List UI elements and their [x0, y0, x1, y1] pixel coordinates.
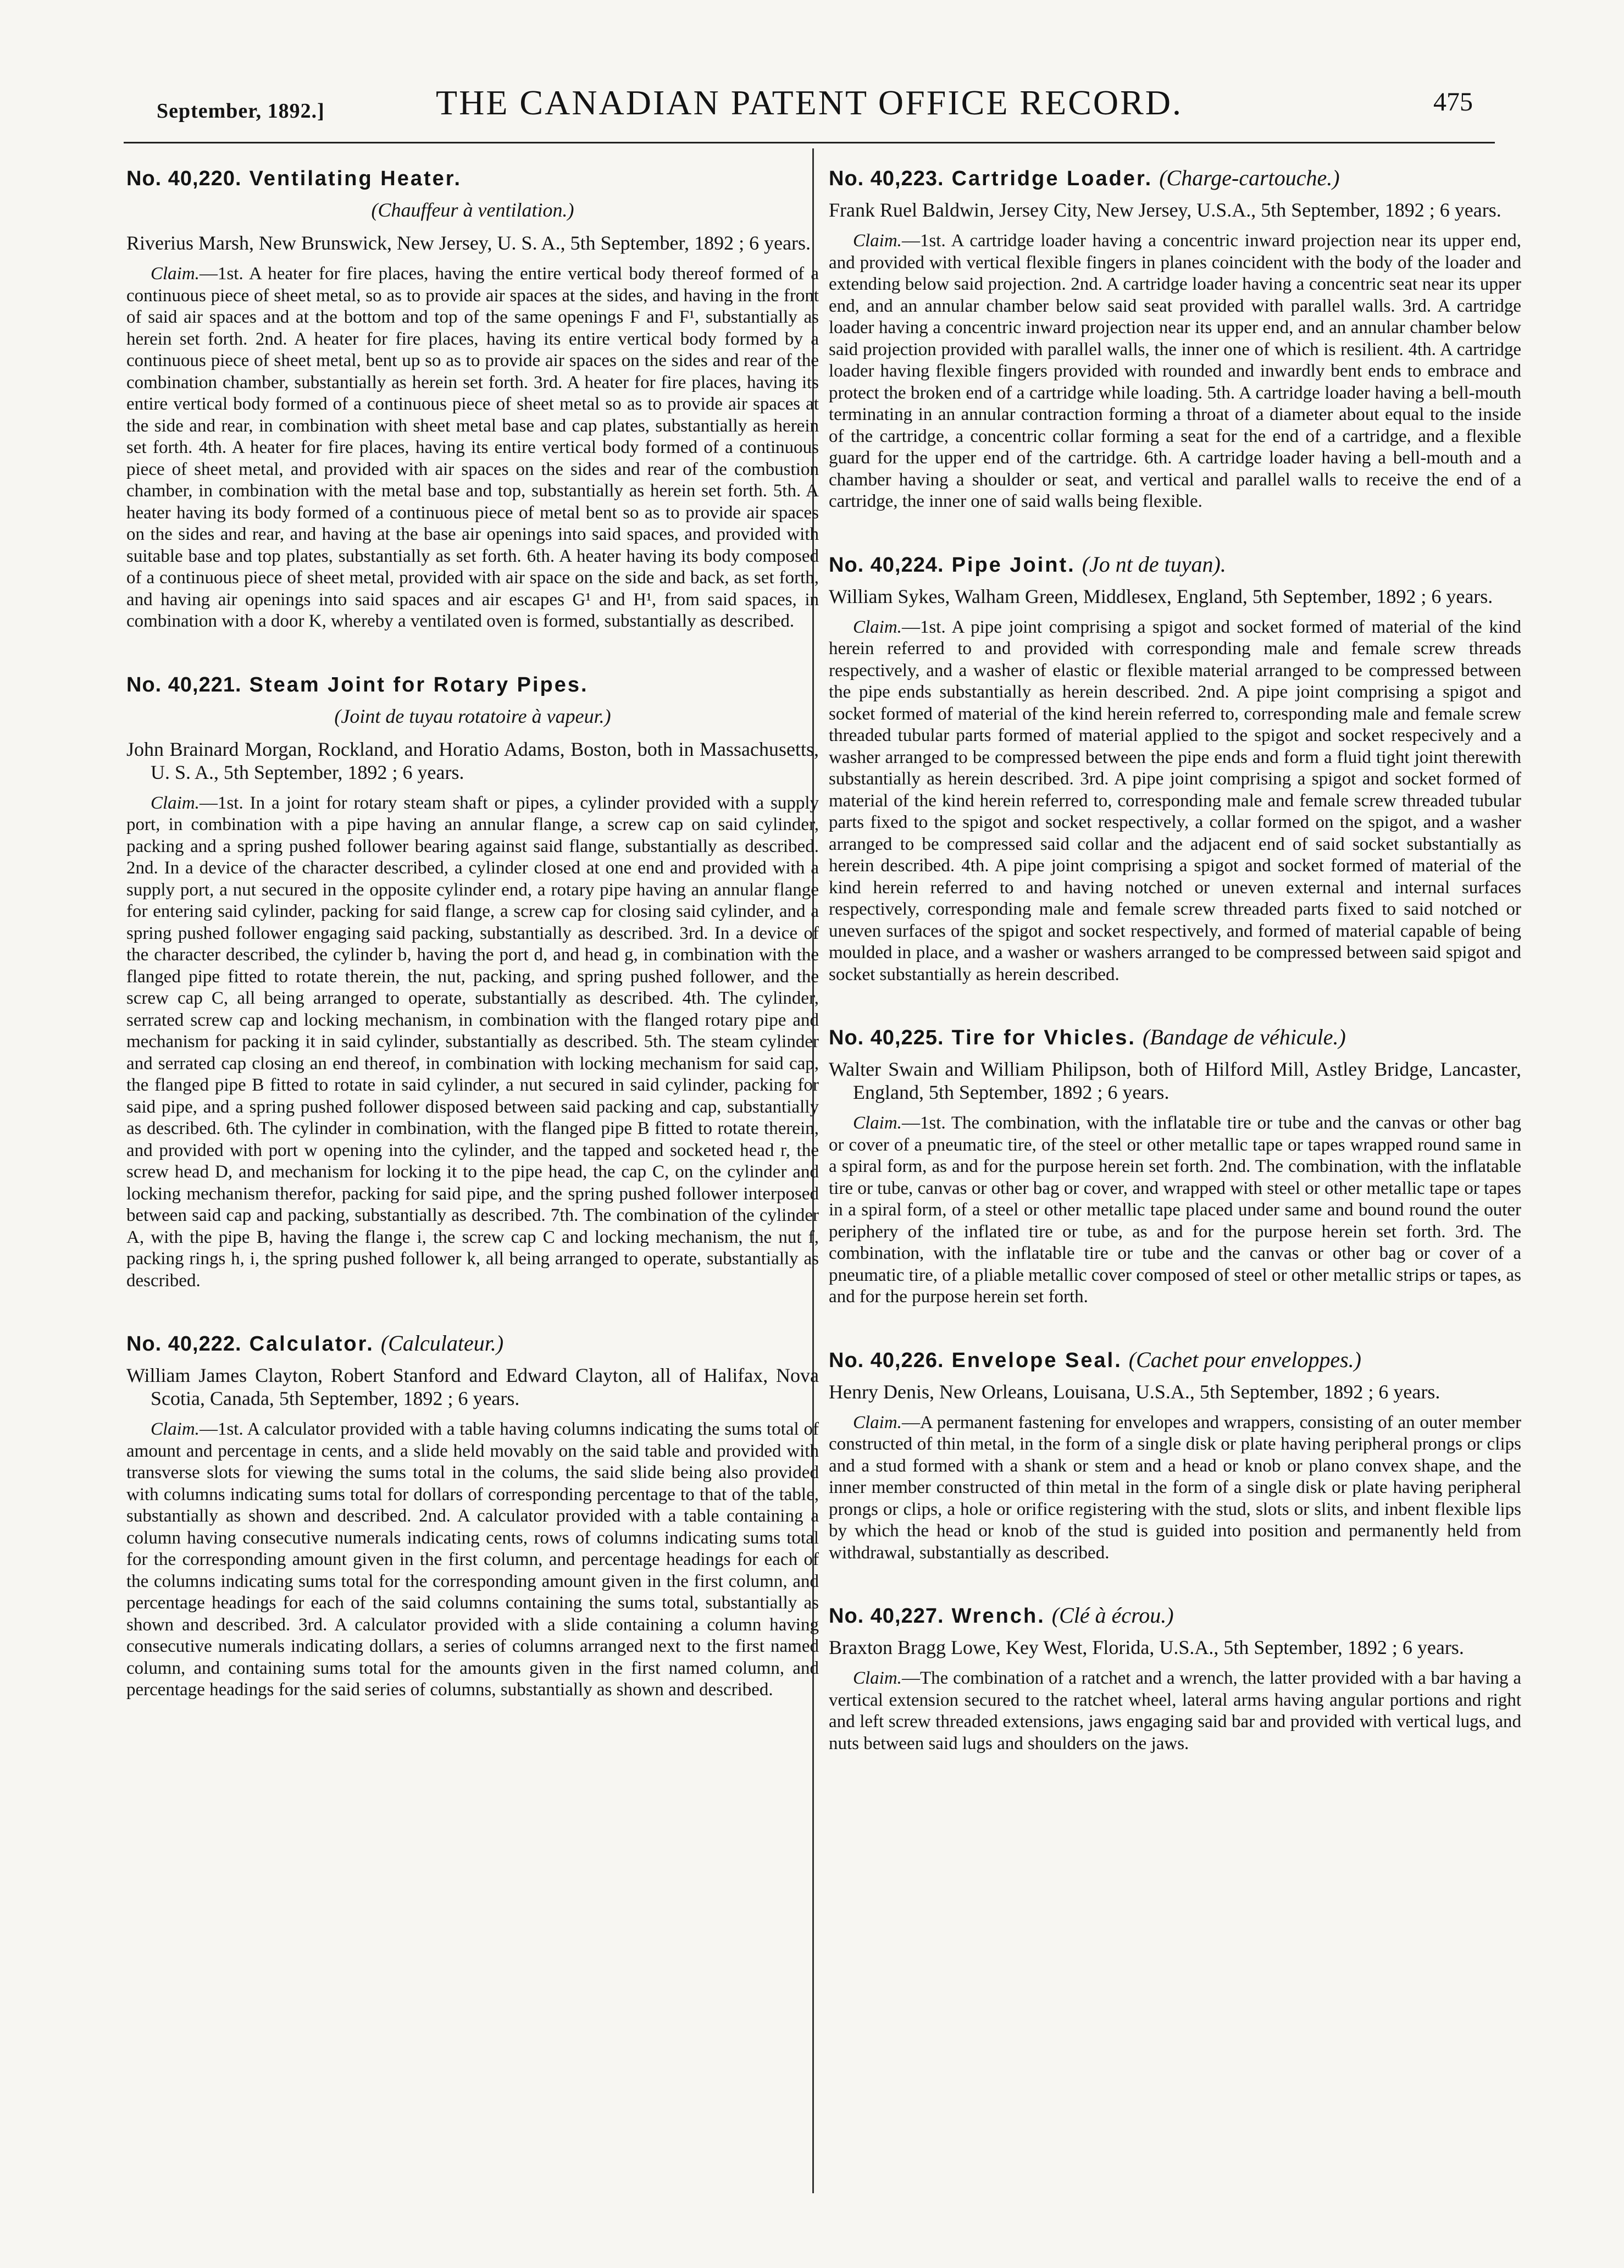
page-header — [124, 82, 1495, 126]
french-title: (Joint de tuyau rotatoire à vapeur.) — [334, 705, 611, 727]
inventor-line: Frank Ruel Baldwin, Jersey City, New Jersey, U.S.A., 5th September, 1892 ; 6 years. — [829, 199, 1501, 221]
patent-title: Pipe Joint. — [951, 553, 1076, 577]
claim-body: —The combination of a ratchet and a wrench, the latter provided with a bar having a vertical extension secured to the ratchet wheel, lateral arms having angular portions and right and left screw threaded extensions, jaws engaging said bar and provided with vertical lugs, and nuts between said lugs and shoulders on the jaws. — [829, 1668, 1521, 1753]
entry-heading — [829, 1602, 1521, 1628]
entry-heading — [829, 165, 1521, 191]
patent-number: No. 40,227. — [829, 1605, 944, 1628]
patent-entry — [829, 551, 1521, 986]
claim-label: Claim. — [853, 1412, 902, 1432]
inventor-line: Henry Denis, New Orleans, Louisana, U.S.A., 5th September, 1892 ; 6 years. — [829, 1380, 1440, 1403]
inventor-line: John Brainard Morgan, Rockland, and Horatio Adams, Boston, both in Massachusetts, U. S. A., 5th September, 1892 ; 6 years. — [126, 738, 819, 783]
entry-heading — [829, 1347, 1521, 1373]
claim-label: Claim. — [151, 1419, 199, 1439]
french-title: (Jo nt de tuyan). — [1082, 551, 1226, 577]
french-title: (Bandage de véhicule.) — [1142, 1025, 1346, 1049]
claim-text — [829, 230, 1521, 513]
header-rule — [124, 142, 1495, 143]
patent-title: Cartridge Loader. — [951, 167, 1153, 190]
claim-text — [126, 1419, 819, 1701]
claim-text — [829, 1412, 1521, 1564]
claim-body: —1st. A heater for fire places, having the entire vertical body thereof formed of a continuous piece of sheet metal, so as to provide air spaces at the sides, and having in the front of said air spaces and at the bottom and top of the same openings F and F¹, substantially as herein set forth. 2nd. A heater for fire places, having its entire vertical body formed by a continuous piece of sheet metal, bent up so as to provide air spaces on the sides and rear of the combination chamber, substantially as herein set forth. 3rd. A heater for fire places, having its entire vertical body formed of a continuous piece of sheet metal so as to provide air spaces at the side and rear, in combination with sheet metal base and cap plates, substantially as herein set forth. 4th. A heater for fire places, having its entire vertical body formed of a continuous piece of sheet metal, and provided with air spaces on the sides and rear of the combustion chamber, in combination with the metal base and top, substantially as herein set forth. 5th. A heater having its body formed of a continuous piece of metal bent so as to provide air spaces on the sides and rear, and having at the base air openings into said spaces, and provided with suitable base and top plates, substantially as set forth. 6th. A heater having its body composed of a continuous piece of sheet metal, provided with air space on the side and back, as set forth, and having air openings into said spaces and air escapes G¹ and H¹, from said spaces, in combination with a door K, whereby a ventilated oven is formed, substantially as described. — [126, 264, 819, 631]
claim-body: —1st. A cartridge loader having a concentric inward projection near its upper end, and provided with vertical flexible fingers in planes coincident with the body of the loader and extending below said projection. 2nd. A cartridge loader having a concentric seat near its upper end, and an annular chamber below said seat provided with parallel walls. 3rd. A cartridge loader having a concentric inward projection near its upper end, and an annular chamber below said projection provided with parallel walls, the inner one of which is resilient. 4th. A cartridge loader having flexible fingers provided with rounded and inwardly bent ends to embrace and protect the broken end of a cartridge while loading. 5th. A cartridge loader having a bell-mouth terminating in an annular contraction forming a throat of a diameter about equal to the inside of the cartridge, a concentric collar forming a seat for the end of a cartridge, and a flexible guard for the upper end of the cartridge. 6th. A cartridge loader having a bell-mouth and a chamber having a shoulder or seat, and vertical and parallel walls to receive the end of a cartridge, the inner one of said walls being flexible. — [829, 231, 1521, 511]
inventor-line: Braxton Bragg Lowe, Key West, Florida, U.S.A., 5th September, 1892 ; 6 years. — [829, 1636, 1464, 1658]
claim-text — [829, 617, 1521, 986]
entry-heading — [126, 165, 819, 191]
claim-label: Claim. — [853, 1668, 902, 1688]
claim-body: —1st. A calculator provided with a table having columns indicating the sums total of amount and percentage in cents, and a slide held movably on the said table and provided with transverse slots for viewing the sums total in the colums, the said slide being also provided with columns indicating sums total for dollars of corresponding percentage to that of the table, substantially as shown and described. 2nd. A calculator provided with a table containing a column having consecutive numerals indicating cents, rows of columns indicating sums total for the corresponding amount given in the first column, and percentage headings for each of the columns indicating sums total for the corresponding amount given in the first column, and percentage headings for each of the said columns containing the sums total, substantially as shown and described. 3rd. A calculator provided with a slide containing a column having consecutive numerals indicating dollars, a series of columns arranged next to the first named column, and containing sums total for the amounts given in the first named column, and percentage headings for the said series of columns, substantially as shown and described. — [126, 1419, 819, 1700]
patent-entry — [829, 1024, 1521, 1308]
patent-number: No. 40,224. — [829, 553, 944, 577]
journal-title: THE CANADIAN PATENT OFFICE RECORD. — [436, 83, 1183, 122]
french-title: (Calculateur.) — [380, 1331, 504, 1356]
french-title: (Clé à écrou.) — [1051, 1603, 1174, 1628]
claim-body: —1st. The combination, with the inflatable tire or tube and the canvas or other bag or cover of a pneumatic tire, of the steel or other metallic tape or tapes wrapped round same in a spiral form, as and for the purpose herein set forth. 2nd. The combination, with the inflatable tire or tube, canvas or other bag or cover, and wrapped with steel or other metallic tape or tapes in a spiral form, of a steel or other metallic tape placed under same and bound round the outer periphery of the inflated tire or tube, as and for the purpose herein set forth. 3rd. The combination, with the inflatable tire or tube and the canvas or other bag or cover of a pneumatic tire, of a pliable metallic cover composed of steel or other metallic strips or tapes, as and for the purpose herein set forth. — [829, 1113, 1521, 1307]
patent-number: No. 40,226. — [829, 1348, 944, 1372]
patent-number: No. 40,221. — [126, 673, 242, 696]
patent-number: No. 40,225. — [829, 1026, 944, 1049]
inventor-line: Riverius Marsh, New Brunswick, New Jersey, U. S. A., 5th September, 1892 ; 6 years. — [126, 232, 811, 254]
patent-entry — [126, 671, 819, 1292]
patent-entry — [829, 1347, 1521, 1564]
claim-label: Claim. — [853, 617, 902, 637]
header-date: September, 1892.] — [157, 99, 325, 123]
patent-title: Envelope Seal. — [951, 1348, 1122, 1372]
claim-label: Claim. — [151, 793, 199, 813]
claim-body: —1st. A pipe joint comprising a spigot and socket formed of material of the kind herein referred to and provided with corresponding male and female screw threads respectively, and a washer of elastic or flexible material arranged to be compressed between the pipe ends substantially as herein described. 2nd. A pipe joint comprising a spigot and socket formed of material of the kind herein referred to, corresponding male and female screw threaded tubular parts formed of material applied to the spigot and socket respecively and a washer arranged to be compressed between the pipe ends and form a fluid tight joint therewith substantially as herein described. 3rd. A pipe joint comprising a spigot and socket formed of material of the kind herein referred to, corresponding male and female screw threaded tubular parts fixed to the spigot and socket respectively, a collar formed on the spigot, and a washer arranged to be compressed said collar and the adjacent end of said socket substantially as herein described. 4th. A pipe joint comprising a spigot and socket formed of material of the kind herein referred to and having notched or uneven external and internal surfaces respectively, corresponding male and female screw threaded parts fixed to said notched or uneven surfaces of the spigot and socket respectively, and formed of material capable of being moulded in place, and a washer or washers arranged to be compressed between said spigot and socket substantially as herein described. — [829, 617, 1521, 984]
patent-title: Wrench. — [951, 1605, 1045, 1628]
claim-text — [829, 1668, 1521, 1755]
right-column — [829, 165, 1521, 1793]
patent-entry — [126, 1330, 819, 1701]
entry-heading — [126, 1330, 819, 1356]
claim-text — [126, 263, 819, 633]
entry-heading — [829, 1024, 1521, 1050]
claim-label: Claim. — [853, 231, 902, 251]
claim-body: —A permanent fastening for envelopes and wrappers, consisting of an outer member constructed of thin metal, in the form of a single disk or plate having peripheral prongs or clips and a stud formed with a shank or stem and a head or knob or plano convex shape, and the inner member constructed of thin metal in the form of a single disk or plate having peripheral prongs or clips, a hole or orifice registering with the stud, slots or slits, and inbent flexible lips by which the head or knob of the stud is guided into position and permanently held from withdrawal, substantially as described. — [829, 1412, 1521, 1563]
claim-label: Claim. — [853, 1113, 902, 1133]
inventor-line: William James Clayton, Robert Stanford and Edward Clayton, all of Halifax, Nova Scotia, Canada, 5th September, 1892 ; 6 years. — [126, 1364, 819, 1409]
french-title: (Chauffeur à ventilation.) — [371, 199, 574, 221]
entry-heading — [126, 671, 819, 697]
claim-label: Claim. — [151, 264, 199, 284]
claim-text — [829, 1113, 1521, 1308]
claim-text — [126, 793, 819, 1292]
patent-number: No. 40,222. — [126, 1332, 242, 1356]
french-title: (Cachet pour enveloppes.) — [1128, 1347, 1361, 1372]
patent-title: Steam Joint for Rotary Pipes. — [249, 673, 589, 696]
patent-entry — [126, 165, 819, 633]
page-number: 475 — [1433, 87, 1473, 117]
patent-entry — [829, 165, 1521, 513]
patent-title: Calculator. — [249, 1332, 374, 1356]
patent-title: Ventilating Heater. — [249, 167, 462, 190]
patent-number: No. 40,223. — [829, 167, 944, 190]
inventor-line: Walter Swain and William Philipson, both of Hilford Mill, Astley Bridge, Lancaster, England, 5th September, 1892 ; 6 years. — [829, 1058, 1521, 1103]
entry-heading — [829, 551, 1521, 577]
patent-entry — [829, 1602, 1521, 1755]
patent-title: Tire for Vhicles. — [951, 1026, 1136, 1049]
claim-body: —1st. In a joint for rotary steam shaft or pipes, a cylinder provided with a supply port, in combination with a pipe having an annular flange, a screw cap on said cylinder, packing and a spring pushed follower bearing against said flange, substantially as described. 2nd. In a device of the character described, a cylinder closed at one end and provided with a supply port, a nut secured in the opposite cylinder end, a rotary pipe having an annular flange for entering said cylinder, packing for said flange, a screw cap for closing said cylinder, and a spring pushed follower engaging said packing, substantially as described. 3rd. In a device of the character described, the cylinder b, having the port d, and head g, in combination with the flanged pipe fitted to rotate therein, the nut, packing, and spring pushed follower, and the screw cap C, all being arranged to operate, substantially as described. 4th. The cylinder, serrated screw cap and locking mechanism, in combination with the flanged rotary pipe and mechanism for packing it in said cylinder, substantially as described. 5th. The steam cylinder and serrated cap closing an end thereof, in combination with locking mechanism for said cap, the flanged pipe B fitted to rotate in said cylinder, a nut secured in said cylinder, packing for said pipe, and a spring pushed follower disposed between said packing and cap, substantially as described. 6th. The cylinder in combination, with the flanged pipe B fitted to rotate therein, and provided with port w opening into the cylinder, and the tapped and socketed head r, the screw head D, and mechanism for locking it to the pipe head, the cap C, on the cylinder and locking mechanism therefor, packing for said pipe, and the spring pushed follower interposed between said cap and packing, substantially as described. 7th. The combination of the cylinder A, with the pipe B, having the flange i, the screw cap C and locking mechanism, the nut f, packing rings h, i, the spring pushed follower k, all being arranged to operate, substantially as described. — [126, 793, 819, 1291]
patent-number: No. 40,220. — [126, 167, 242, 190]
inventor-line: William Sykes, Walham Green, Middlesex, England, 5th September, 1892 ; 6 years. — [829, 585, 1493, 607]
left-column — [126, 165, 819, 1740]
french-title: (Charge-cartouche.) — [1159, 165, 1340, 190]
